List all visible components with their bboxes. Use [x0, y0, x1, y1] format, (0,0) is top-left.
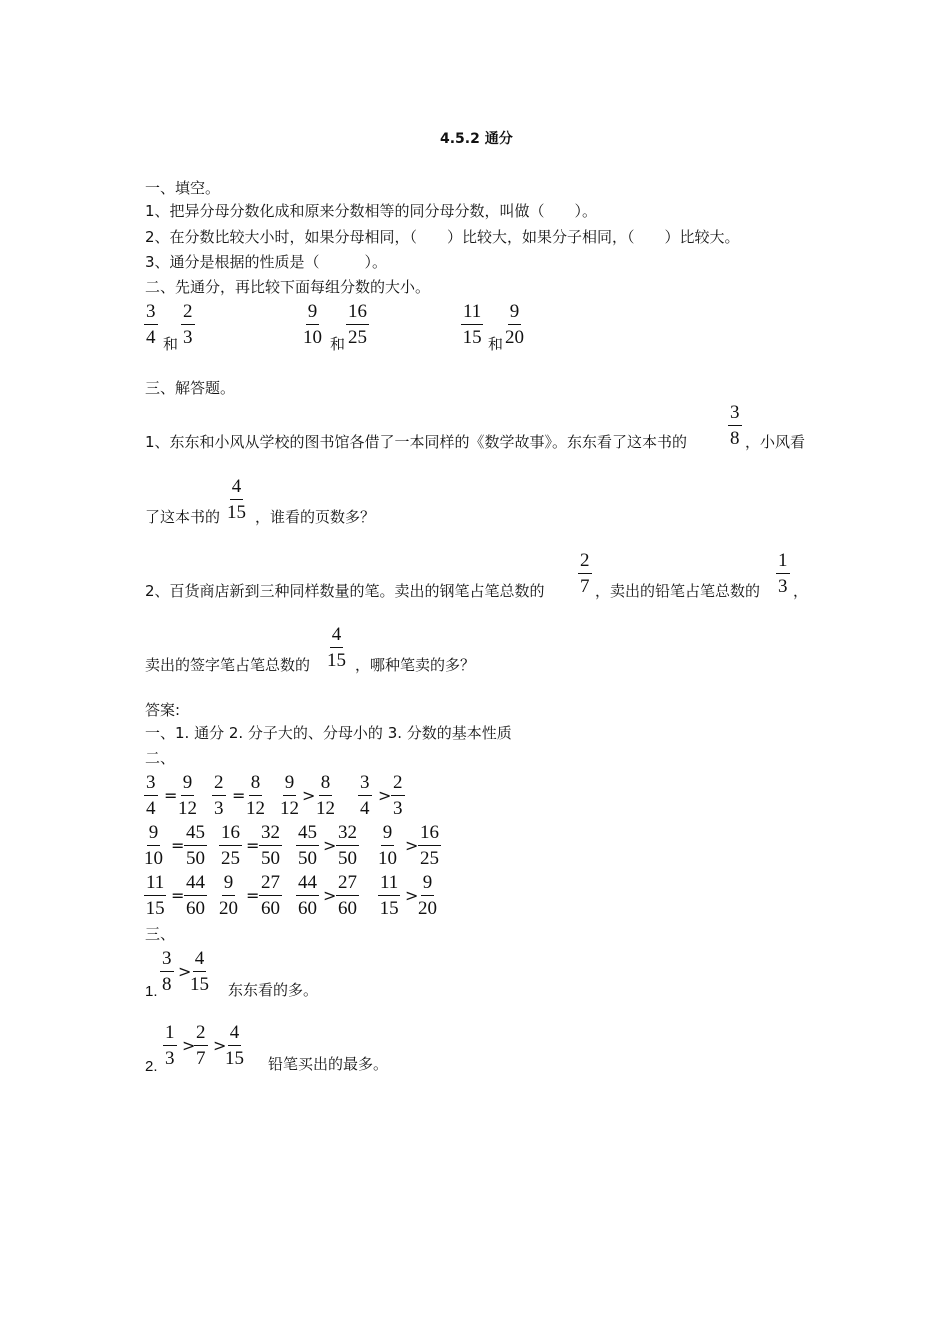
greater-than-sign: >: [178, 962, 192, 981]
equals-sign: =: [164, 786, 178, 805]
problem-2-text-mid: ，卖出的铅笔占笔总数的: [595, 582, 761, 600]
problem-2-line2-end: ，哪种笔卖的多？: [355, 656, 476, 674]
fraction: $\frac{27}{60}$: [338, 872, 357, 919]
answers-heading: 答案:: [145, 701, 181, 719]
fraction: $\frac{32}{50}$: [261, 822, 280, 869]
problem-1-text: 1、东东和小风从学校的图书馆各借了一本同样的《数学故事》。东东看了这本书的: [145, 433, 688, 451]
fraction: $\frac{2}{3}$: [183, 301, 193, 348]
answer-3-2-text: 铅笔买出的最多。: [268, 1055, 389, 1073]
fraction: $\frac{45}{50}$: [298, 822, 317, 869]
problem-1-text-end: ，小风看: [745, 433, 806, 451]
fraction: $\frac{16}{25}$: [221, 822, 240, 869]
fraction: $\frac{16}{25}$: [348, 301, 367, 348]
fraction: $\frac{9}{10}$: [144, 822, 163, 869]
section3-heading: 三、解答题。: [145, 379, 236, 397]
fraction: $\frac{3}{8}$: [162, 948, 172, 995]
greater-than-sign: >: [182, 1036, 196, 1055]
page-title: 4.5.2 通分: [440, 131, 513, 147]
and-label: 和: [488, 335, 504, 353]
fraction: $\frac{3}{8}$: [730, 402, 740, 449]
equals-sign: =: [246, 836, 260, 855]
problem-2-text-end: ，: [793, 582, 809, 600]
greater-than-sign: >: [323, 886, 337, 905]
question-1-2: 2、在分数比较大小时，如果分母相同，（ ）比较大，如果分子相同，（ ）比较大。: [145, 228, 740, 246]
fraction: $\frac{9}{10}$: [303, 301, 322, 348]
answers-part3-label: 三、: [145, 925, 176, 943]
fraction: $\frac{11}{15}$: [145, 872, 165, 919]
fraction: $\frac{11}{15}$: [379, 872, 399, 919]
and-label: 和: [330, 335, 346, 353]
equals-sign: =: [232, 786, 246, 805]
fraction: $\frac{27}{60}$: [261, 872, 280, 919]
answer-3-1-text: 东东看的多。: [228, 981, 319, 999]
question-1-1: 1、把异分母分数化成和原来分数相等的同分母分数，叫做（ ）。: [145, 202, 598, 220]
equals-sign: =: [171, 836, 185, 855]
fraction: $\frac{9}{20}$: [505, 301, 524, 348]
answer-3-1-label: 1.: [145, 983, 158, 1000]
question-1-3: 3、通分是根据的性质是（ ）。: [145, 253, 388, 271]
fraction: $\frac{44}{60}$: [298, 872, 317, 919]
greater-than-sign: >: [213, 1036, 227, 1055]
fraction: $\frac{4}{15}$: [227, 476, 246, 523]
fraction: $\frac{32}{50}$: [338, 822, 357, 869]
fraction: $\frac{2}{7}$: [580, 550, 590, 597]
fraction: $\frac{1}{3}$: [165, 1022, 175, 1069]
fraction: $\frac{9}{20}$: [219, 872, 238, 919]
fraction: $\frac{44}{60}$: [186, 872, 205, 919]
fraction: $\frac{3}{4}$: [146, 772, 156, 819]
fraction: $\frac{3}{4}$: [360, 772, 370, 819]
answer-3-2-label: 2.: [145, 1058, 158, 1075]
answers-part1: 一、1. 通分 2. 分子大的、分母小的 3. 分数的基本性质: [145, 724, 512, 742]
answers-part2-label: 二、: [145, 749, 176, 767]
fraction: $\frac{1}{3}$: [778, 550, 788, 597]
fraction: $\frac{2}{7}$: [196, 1022, 206, 1069]
greater-than-sign: >: [405, 836, 419, 855]
greater-than-sign: >: [323, 836, 337, 855]
fraction: $\frac{4}{15}$: [190, 948, 209, 995]
fraction: $\frac{8}{12}$: [246, 772, 265, 819]
fraction: $\frac{9}{12}$: [178, 772, 197, 819]
fraction: $\frac{9}{10}$: [378, 822, 397, 869]
fraction: $\frac{45}{50}$: [186, 822, 205, 869]
greater-than-sign: >: [302, 786, 316, 805]
fraction: $\frac{2}{3}$: [393, 772, 403, 819]
problem-1-line2-end: ，谁看的页数多？: [255, 508, 376, 526]
equals-sign: =: [246, 886, 260, 905]
fraction: $\frac{4}{15}$: [225, 1022, 244, 1069]
fraction: $\frac{16}{25}$: [420, 822, 439, 869]
fraction: $\frac{4}{15}$: [327, 624, 346, 671]
section1-heading: 一、填空。: [145, 179, 221, 197]
problem-1-line2: 了这本书的: [145, 508, 221, 526]
fraction: $\frac{2}{3}$: [214, 772, 224, 819]
fraction: $\frac{8}{12}$: [316, 772, 335, 819]
and-label: 和: [163, 335, 179, 353]
problem-2-text: 2、百货商店新到三种同样数量的笔。卖出的钢笔占笔总数的: [145, 582, 545, 600]
fraction: $\frac{9}{20}$: [418, 872, 437, 919]
fraction: $\frac{3}{4}$: [146, 301, 156, 348]
greater-than-sign: >: [405, 886, 419, 905]
equals-sign: =: [171, 886, 185, 905]
section2-heading: 二、先通分，再比较下面每组分数的大小。: [145, 278, 431, 296]
problem-2-line2: 卖出的签字笔占笔总数的: [145, 656, 311, 674]
greater-than-sign: >: [378, 786, 392, 805]
fraction: $\frac{9}{12}$: [280, 772, 299, 819]
fraction: $\frac{11}{15}$: [462, 301, 482, 348]
